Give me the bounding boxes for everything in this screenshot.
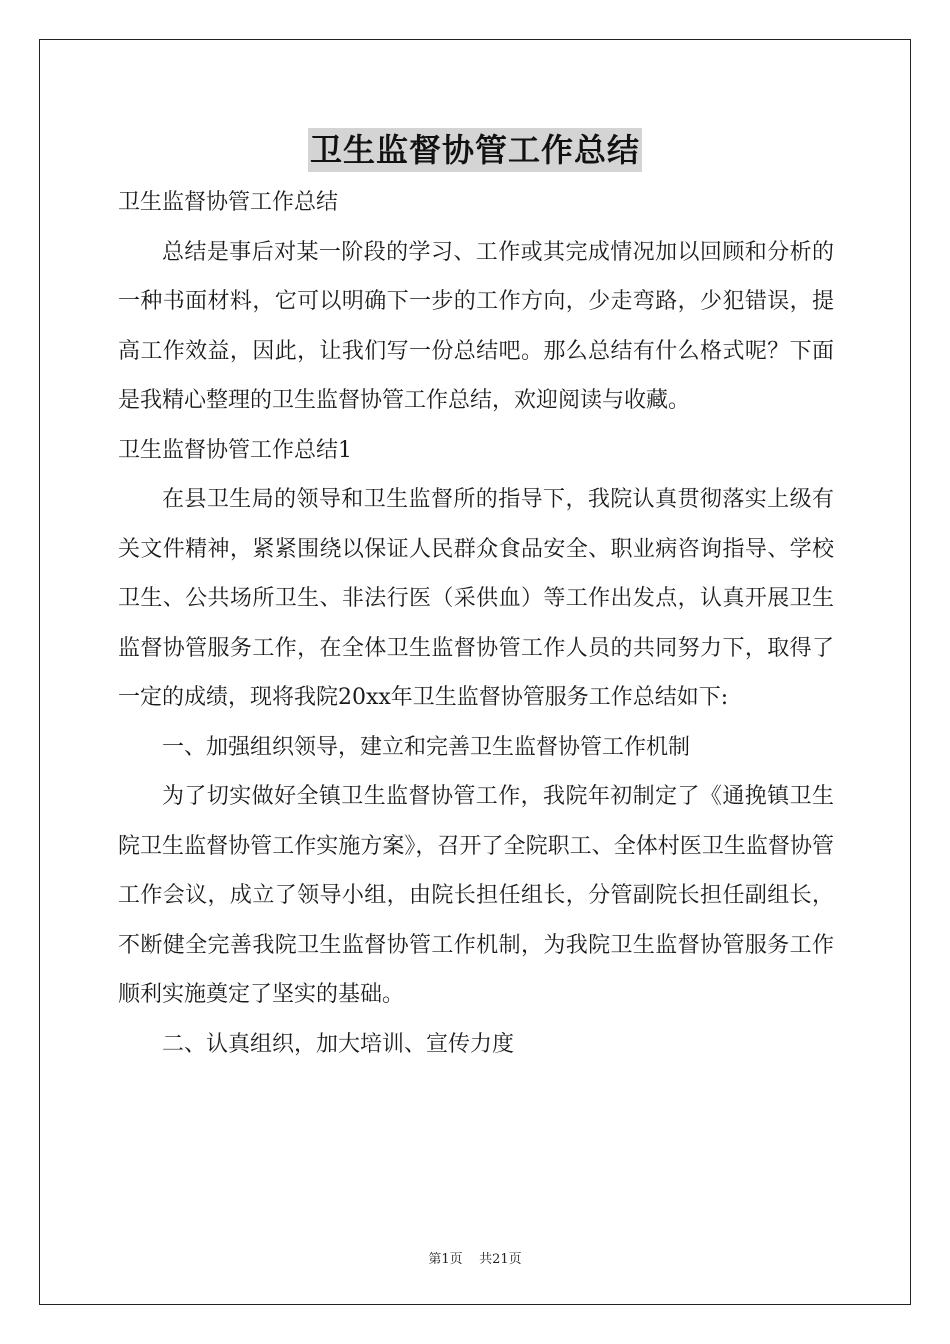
- page-total: 共21页: [479, 1252, 522, 1267]
- title-container: [0, 128, 950, 172]
- section-heading: 卫生监督协管工作总结1: [118, 437, 352, 463]
- body-paragraph: 为了切实做好全镇卫生监督协管工作，我院年初制定了《通挽镇卫生院卫生监督协管工作实施方案》，召开了全院职工、全体村医卫生监督协管工作会议，成立了领导小组，由院长担任组长，分管副院长担任副组长，不断健全完善我院卫生监督协管工作机制，为我院卫生监督协管服务工作顺利实施奠定了坚实的基础。: [118, 784, 834, 1007]
- subsection-heading: 一、加强组织领导，建立和完善卫生监督协管工作机制: [162, 734, 691, 760]
- subtitle-paragraph: 卫生监督协管工作总结: [118, 190, 339, 215]
- document-title: 卫生监督协管工作总结: [308, 128, 642, 172]
- page-footer: [0, 1248, 950, 1267]
- document-body: [118, 178, 834, 1069]
- body-paragraph: 在县卫生局的领导和卫生监督所的指导下，我院认真贯彻落实上级有关文件精神，紧紧围绕以保证人民群众食品安全、职业病咨询指导、学校卫生、公共场所卫生、非法行医（采供血）等工作出发点，认真开展卫生监督协管服务工作，在全体卫生监督协管工作人员的共同努力下，取得了一定的成绩，现将我院20xx年卫生监督协管服务工作总结如下:: [118, 487, 834, 710]
- subsection-heading: 二、认真组织，加大培训、宣传力度: [162, 1031, 515, 1057]
- page-number: 第1页: [428, 1252, 463, 1267]
- intro-paragraph: 总结是事后对某一阶段的学习、工作或其完成情况加以回顾和分析的一种书面材料，它可以明确下一步的工作方向，少走弯路，少犯错误，提高工作效益，因此，让我们写一份总结吧。那么总结有什么格式呢？下面是我精心整理的卫生监督协管工作总结，欢迎阅读与收藏。: [118, 239, 834, 413]
